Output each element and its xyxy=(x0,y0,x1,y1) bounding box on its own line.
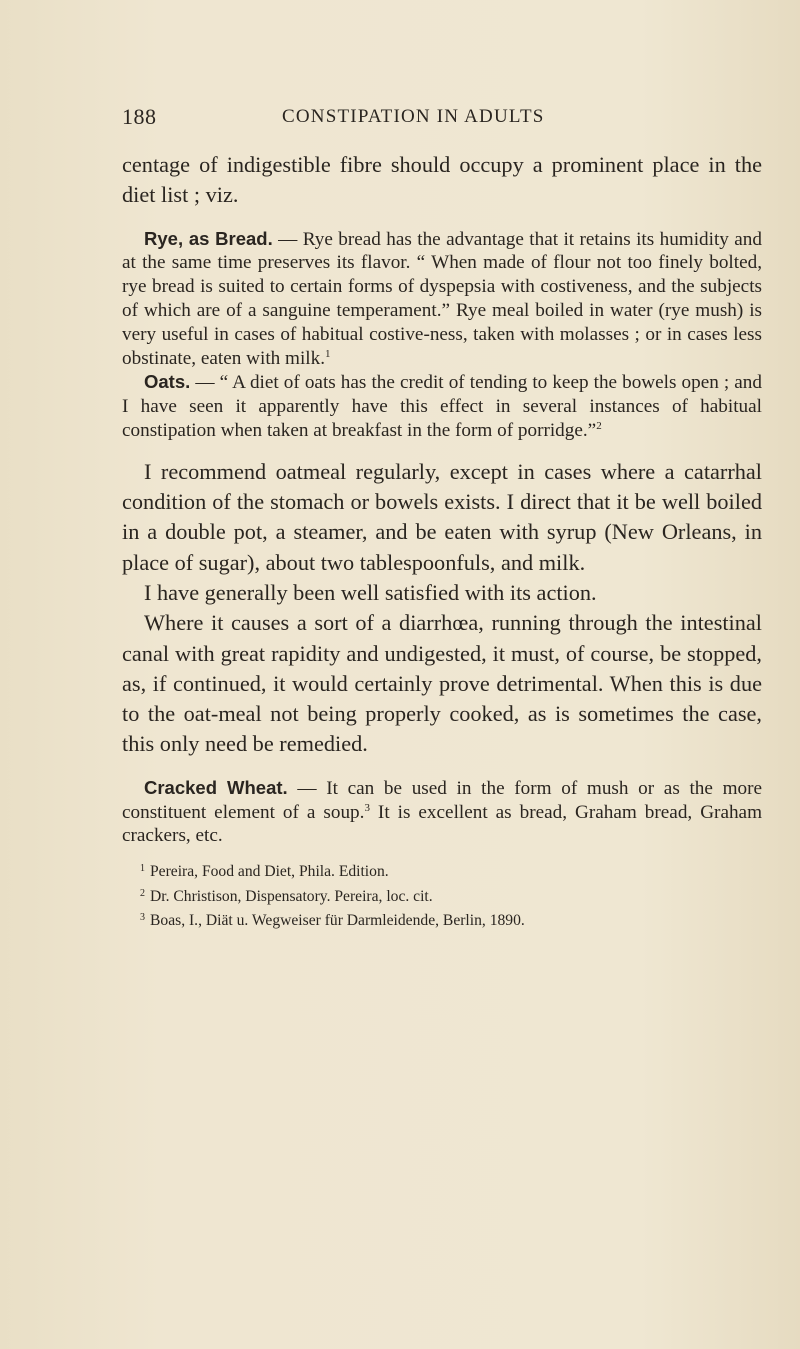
footnote-2 xyxy=(140,883,762,908)
oats-text: — “ A diet of oats has the credit of tending to keep the bowels open ; and I have seen it apparently have this effect in several instances of habitual constipation when taken at breakfast in the form of porridge.” xyxy=(122,372,762,441)
footnote-3 xyxy=(140,907,762,932)
rye-text: — Rye bread has the advantage that it retains its humidity and at the same time preserves its flavor. “ When made of flour not too finely bolted, rye bread is suited to certain forms of dyspepsia with costiveness, and the subjects of which are of a sanguine temperament.” Rye meal boiled in water (rye mush) is very useful in cases of habitual costive-ness, taken with molasses ; or in cases less obstinate, eaten with milk. xyxy=(122,228,762,369)
footnote-1 xyxy=(140,858,762,883)
footnote-ref-3: 3 xyxy=(364,801,370,814)
footnote-mark: 3 xyxy=(140,912,145,924)
footnote-mark: 2 xyxy=(140,887,145,899)
wheat-heading: Cracked Wheat. xyxy=(144,776,288,798)
footnote-text: Boas, I., Diät u. Wegweiser für Darmleidende, Berlin, 1890. xyxy=(150,912,525,930)
footnote-text: Pereira, Food and Diet, Phila. Edition. xyxy=(150,863,389,881)
wheat-text-before: — It can be used in the form of mush or as the more constituent element of a soup. xyxy=(122,777,763,823)
rye-heading: Rye, as Bread. xyxy=(144,227,273,249)
wheat-paragraph xyxy=(122,776,762,848)
footnote-text: Dr. Christison, Dispensatory. Pereira, loc. cit. xyxy=(150,887,433,905)
page-body xyxy=(122,150,762,932)
rye-paragraph xyxy=(122,227,762,371)
footnotes xyxy=(140,858,762,932)
wheat-text-after: It is excellent as bread, Graham bread, Graham crackers, etc. xyxy=(122,801,762,847)
footnote-ref-1: 1 xyxy=(325,347,331,360)
satisfied-paragraph: I have generally been well satisfied with its action. xyxy=(144,579,597,605)
page-number: 188 xyxy=(122,104,157,129)
recommend-paragraph: I recommend oatmeal regularly, except in cases where a catarrhal condition of the stomach or bowels exists. I direct that it be well boiled in a double pot, a steamer, and be eaten with syrup (New Orleans, in place of sugar), about two tablespoonfuls, and milk. xyxy=(122,458,762,575)
footnote-mark: 1 xyxy=(140,863,145,875)
intro-paragraph: centage of indigestible fibre should occupy a prominent place in the diet list ; viz. xyxy=(122,152,762,208)
oats-heading: Oats. xyxy=(144,371,191,393)
diarrhoea-paragraph: Where it causes a sort of a diarrhœa, running through the intestinal canal with great rapidity and undigested, it must, of course, be stopped, as, if continued, it would certainly prove detrimental. When this is due to the oat-meal not being properly cooked, as is sometimes the case, this only need be remedied. xyxy=(122,610,762,757)
running-title: CONSTIPATION IN ADULTS xyxy=(282,106,545,127)
footnote-ref-2: 2 xyxy=(596,419,602,432)
page-header xyxy=(122,104,762,134)
oats-paragraph xyxy=(122,370,762,442)
